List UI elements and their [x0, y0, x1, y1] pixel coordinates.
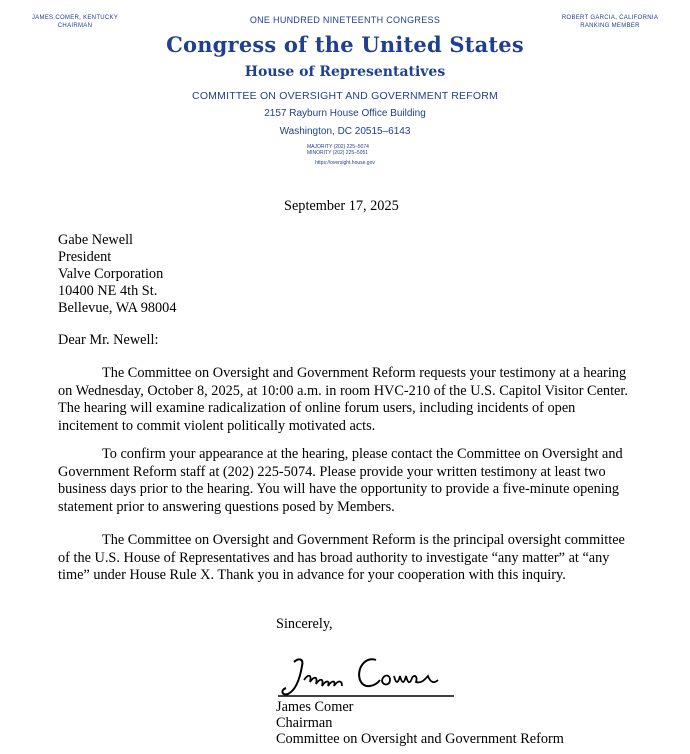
house-title: House of Representatives	[244, 64, 446, 80]
recipient-street: 10400 NE 4th St.	[58, 283, 158, 299]
letter-date: September 17, 2025	[284, 198, 399, 214]
recipient-title: President	[58, 249, 112, 265]
committee-name: COMMITTEE ON OVERSIGHT AND GOVERNMENT REFORM	[192, 90, 498, 102]
recipient-company: Valve Corporation	[58, 266, 164, 282]
body-paragraph-2: To confirm your appearance at the hearing, please contact the Committee on Oversight and Government Reform staff at (202) 225-5074. Please provide your written testimony at least two business days prior to the hearing. You will have the opportunity to provide a five-minute opening statement prior to answering questions posed by Members.	[58, 446, 623, 515]
signature-image	[276, 650, 456, 700]
office-city: Washington, DC 20515–6143	[279, 126, 411, 137]
recipient-name: Gabe Newell	[58, 232, 134, 248]
signer-title: Chairman	[276, 715, 333, 731]
majority-phone: MAJORITY (202) 225–5074	[307, 144, 369, 150]
phone-block	[307, 144, 387, 156]
ranking-member-block	[558, 14, 662, 30]
ranking-member-name: ROBERT GARCIA, CALIFORNIA	[561, 15, 659, 21]
minority-phone: MINORITY (202) 225–5051	[307, 150, 369, 156]
ranking-member-title: RANKING MEMBER	[580, 23, 640, 29]
body-paragraph-1: The Committee on Oversight and Government Reform requests your testimony at a hearing on Wednesday, October 8, 2025, at 10:00 a.m. in room HVC-210 of the U.S. Capitol Visitor Center. The hearing will examine radicalization of online forum users, including incidents of open incitement to commit violent politically motivated acts.	[58, 365, 628, 434]
salutation: Dear Mr. Newell:	[58, 332, 159, 348]
chairman-title: CHAIRMAN	[57, 23, 93, 29]
congress-number: ONE HUNDRED NINETEENTH CONGRESS	[249, 15, 441, 25]
letterhead-title: Congress of the United States	[166, 32, 524, 57]
website-link[interactable]: https://oversight.house.gov	[315, 160, 375, 166]
body-paragraph-3: The Committee on Oversight and Government Reform is the principal oversight committee of the U.S. House of Representatives and has broad authority to investigate “any matter” at “any time” under House Rule X. Thank you in advance for your cooperation with this inquiry.	[58, 532, 625, 583]
signer-block	[276, 699, 564, 747]
recipient-address	[58, 232, 176, 317]
signer-committee: Committee on Oversight and Government Reform	[276, 731, 564, 747]
chairman-block	[20, 14, 130, 30]
chairman-name: JAMES COMER, KENTUCKY	[31, 15, 119, 21]
closing: Sincerely,	[276, 616, 333, 632]
signer-name: James Comer	[276, 699, 354, 715]
office-address: 2157 Rayburn House Office Building	[264, 108, 426, 119]
recipient-city: Bellevue, WA 98004	[58, 300, 177, 316]
